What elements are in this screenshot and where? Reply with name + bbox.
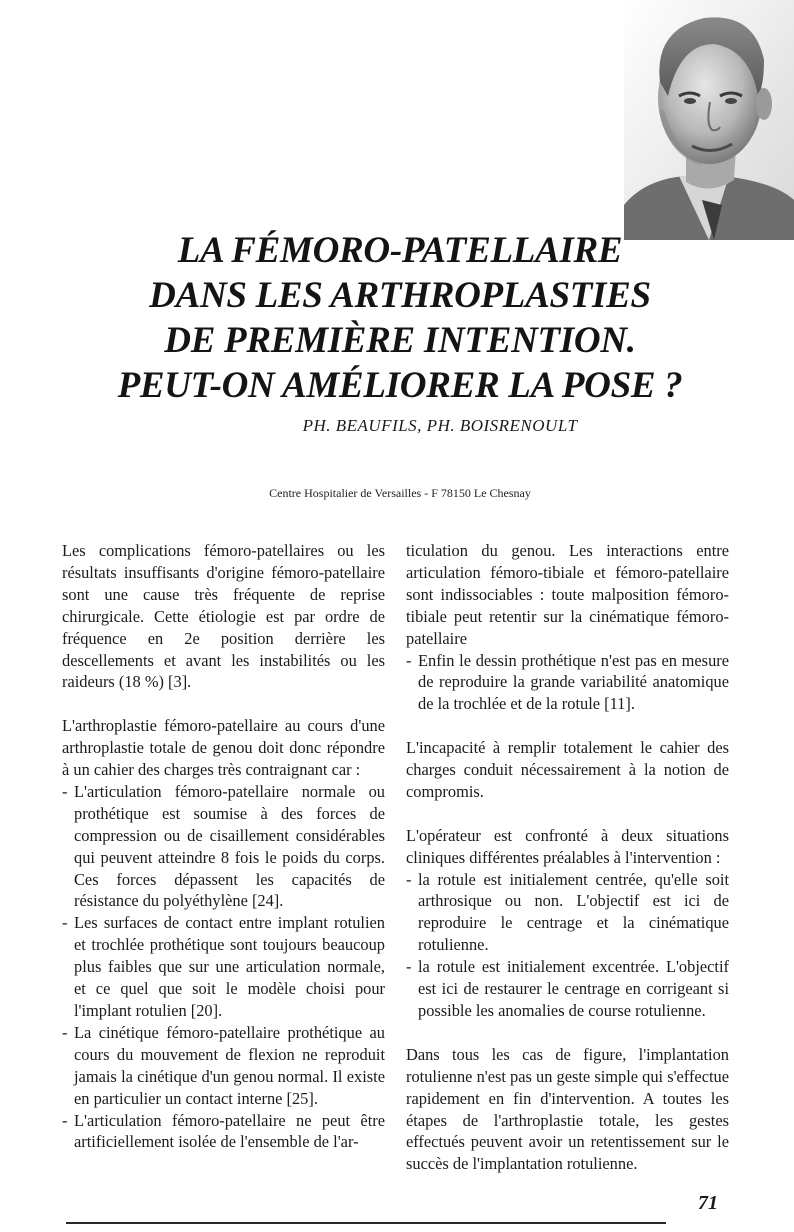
situations-list	[406, 869, 729, 1022]
title-line-1: LA FÉMORO-PATELLAIRE	[177, 230, 623, 271]
left-column	[62, 540, 385, 1175]
list-item: - la rotule est initialement centrée, qu'elle soit arthrosique ou non. L'objectif est ici de reproduire le centrage et la cinématique rotulienne.	[406, 869, 729, 957]
continuation-paragraph: ticulation du genou. Les interactions entre articulation fémoro-tibiale et fémoro-patellaire sont indissociables : toute malposition fémoro-tibiale peut retentir sur la cinématique fémoro-patellaire	[406, 541, 729, 648]
list-item: - L'articulation fémoro-patellaire ne peut être artificiellement isolée de l'ensemble de l'ar-	[62, 1110, 385, 1154]
constraints-list	[62, 781, 385, 1153]
title-line-2: DANS LES ARTHROPLASTIES	[149, 275, 651, 316]
author-portrait	[624, 0, 794, 240]
list-item: - Les surfaces de contact entre implant rotulien et trochlée prothétique sont toujours beaucoup plus faibles que sur une articulation normale, et ce quel que soit le modèle choisi pour l'implant rotulien [20].	[62, 912, 385, 1022]
affiliation: Centre Hospitalier de Versailles - F 78150 Le Chesnay	[269, 486, 531, 500]
page-number: 71	[698, 1192, 718, 1214]
constraints-list-continued	[406, 650, 729, 716]
list-item: - La cinétique fémoro-patellaire prothétique au cours du mouvement de flexion ne reproduit jamais la cinétique d'un genou normal. Il existe en particulier un contact interne [25].	[62, 1022, 385, 1110]
right-column	[406, 540, 729, 1197]
paragraph-2: L'arthroplastie fémoro-patellaire au cours d'une arthroplastie totale de genou doit donc répondre à un cahier des charges très contraignant car :	[62, 716, 385, 780]
paragraph-conclusion: Dans tous les cas de figure, l'implantation rotulienne n'est pas un geste simple qui s'effectue rapidement en fin d'intervention. A toutes les étapes de l'arthroplastie totale, les gestes effectués peuvent avoir un retentissement sur le succès de l'implantation rotulienne.	[406, 1044, 729, 1174]
list-item: - la rotule est initialement excentrée. L'objectif est ici de restaurer le centrage en corrigeant si possible les anomalies de course rotulienne.	[406, 956, 729, 1022]
list-item: - Enfin le dessin prothétique n'est pas en mesure de reproduire la grande variabilité anatomique de la trochlée et de la rotule [11].	[406, 650, 729, 716]
title-line-4: PEUT-ON AMÉLIORER LA POSE ?	[117, 365, 683, 406]
title-line-3: DE PREMIÈRE INTENTION.	[164, 320, 636, 361]
article-title	[80, 228, 720, 408]
paragraph-situations: L'opérateur est confronté à deux situations cliniques différentes préalables à l'intervention :	[406, 825, 729, 867]
paragraph-compromise: L'incapacité à remplir totalement le cahier des charges conduit nécessairement à la notion de compromis.	[406, 738, 729, 801]
paragraph-1: Les complications fémoro-patellaires ou les résultats insuffisants d'origine fémoro-patellaire sont une cause très fréquente de reprise chirurgicale. Cette étiologie est par ordre de fréquence en 2e position derrière les descellements et avant les instabilités ou les raideurs (18 %) [3].	[62, 541, 385, 692]
authors: PH. BEAUFILS, PH. BOISRENOULT	[302, 416, 578, 435]
footer-rule	[66, 1222, 666, 1224]
list-item: - L'articulation fémoro-patellaire normale ou prothétique est soumise à des forces de compression ou de cisaillement considérables qui peuvent atteindre 8 fois le poids du corps. Ces forces dépassent les capacités de résistance du polyéthylène [24].	[62, 781, 385, 912]
